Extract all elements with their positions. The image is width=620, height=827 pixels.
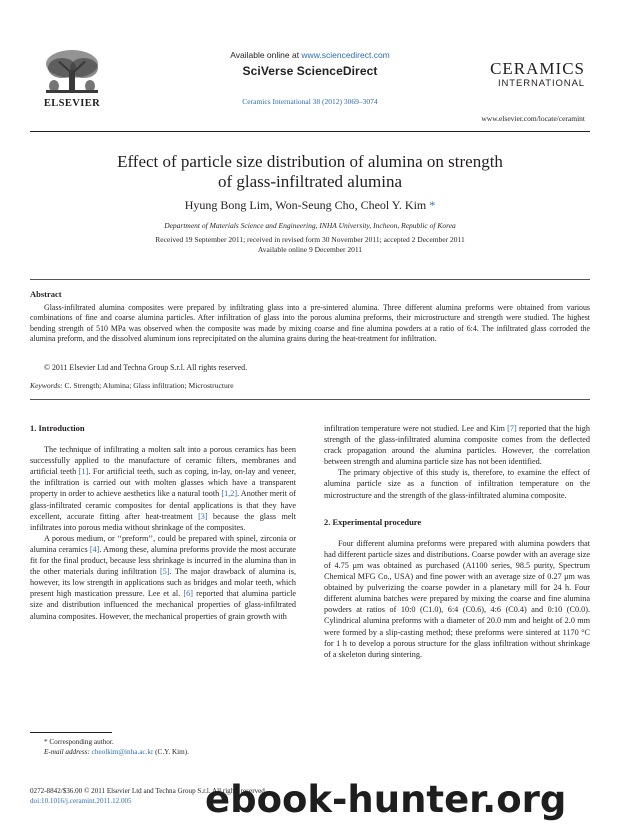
- keywords-label: Keywords:: [30, 381, 63, 390]
- article-title: [60, 152, 560, 192]
- intro-paragraph-4: The primary objective of this study is, therefore, to examine the effect of alumina particle size as a function of infiltration temperature on the microstructure and the strength of the glass-infiltrated alumina composite.: [324, 468, 590, 500]
- intro-paragraph-3: infiltration temperature were not studied. Lee and Kim [7] reported that the high strength of the glass-infiltrated alumina composite comes from the deflected crack propagation around the alumina particles. However, the correlation between strength and alumina particle size has not been identified.: [324, 424, 590, 467]
- corresponding-author-mark[interactable]: *: [426, 198, 436, 212]
- email-line: E-mail address: cheolkim@inha.ac.kr (C.Y. Kim).: [44, 748, 189, 756]
- available-prefix: Available online at: [230, 50, 302, 60]
- sciencedirect-block: [160, 48, 460, 106]
- watermark-text: ebook-hunter.org: [205, 778, 567, 821]
- footnote: [44, 737, 189, 757]
- journal-logo: [490, 60, 585, 89]
- header-divider: [30, 131, 590, 132]
- experimental-heading: 2. Experimental procedure: [324, 516, 422, 527]
- citation-link[interactable]: [1]: [78, 467, 89, 477]
- journal-header: [40, 48, 585, 128]
- title-line-1: Effect of particle size distribution of alumina on strength: [117, 152, 503, 171]
- journal-name-line1: CERAMICS: [490, 59, 585, 78]
- intro-paragraph-1: The technique of infiltrating a molten salt into a porous ceramics has been successfully applied to the manufacture of ceramic filters, membranes and artificial teeth [1]. For artificial teeth, such as coping, in-lay, on-lay and veneer, the infiltration is carried out with molten glasses which have a transparent property in order to achieve aesthetics like a natural tooth [1,2]. Another merit of glass-infiltrated ceramic composites for dental applications is that they have excellent, accurate fitting after heat-treatment [3] because the glass melt infiltrates into porous media without shrinkage of the composites.: [30, 445, 297, 532]
- received-dates: Received 19 September 2011; received in revised form 30 November 2011; accepted 2 December 2011: [155, 235, 465, 244]
- corresponding-author-note: * Corresponding author.: [44, 738, 114, 746]
- abstract-top-divider: [30, 279, 590, 280]
- publisher-name: ELSEVIER: [43, 98, 101, 109]
- citation-link[interactable]: [3]: [198, 511, 208, 521]
- intro-heading: 1. Introduction: [30, 423, 85, 433]
- author-list: [60, 198, 560, 213]
- journal-reference-link[interactable]: Ceramics International 38 (2012) 3069–3074: [242, 97, 378, 106]
- citation-link[interactable]: [5]: [160, 567, 170, 577]
- section-gap: [324, 501, 590, 517]
- doi-link[interactable]: doi:10.1016/j.ceramint.2011.12.005: [30, 796, 132, 805]
- issn-copyright: 0272-8842/$36.00 © 2011 Elsevier Ltd and Techna Group S.r.l. All rights reserved.: [30, 787, 267, 795]
- sciencedirect-link[interactable]: www.sciencedirect.com: [301, 50, 390, 60]
- platform-name: SciVerse ScienceDirect: [242, 64, 378, 78]
- footnote-divider: [30, 732, 112, 733]
- title-line-2: of glass-infiltrated alumina: [217, 172, 403, 191]
- abstract-copyright: © 2011 Elsevier Ltd and Techna Group S.r.l. All rights reserved.: [44, 363, 248, 372]
- citation-link[interactable]: [4]: [89, 544, 100, 554]
- citation-link[interactable]: [6]: [183, 589, 193, 599]
- available-online: [160, 50, 460, 60]
- intro-paragraph-2: A porous medium, or ‘‘preform’’, could be prepared with spinel, zirconia or alumina ceramics [4]. Among these, alumina preforms provide the most accurate fit for the final product, because less shrinkage is incurred in the alumina than in the other materials during infiltration [5]. The major drawback of alumina is, however, its low strength in applications such as bridges and molar teeth, which present high mastication pressure. Lee et al. [6] reported that alumina particle size and distribution influenced the mechanical properties of glass-infiltrated alumina composites. However, the mechanical properties of grain growth with: [30, 533, 296, 621]
- journal-name-line2: INTERNATIONAL: [497, 78, 585, 89]
- available-online-date: Available online 9 December 2011: [257, 245, 363, 254]
- keywords-list: C. Strength; Alumina; Glass infiltration; Microstructure: [62, 381, 234, 390]
- citation-link[interactable]: [7]: [507, 424, 517, 433]
- abstract-bottom-divider: [30, 399, 590, 400]
- email-link[interactable]: cheolkim@inha.ac.kr: [91, 748, 154, 756]
- experimental-paragraph-1: Four different alumina preforms were prepared with alumina powders that had different particle sizes and distributions. Coarse powder with an average size of 4.75 μm was obtained as purchased (A1100 series, 98.5 purity, Spectrum Chemical MFG Co., USA) and fine power with an average size of 0.27 μm was obtained by pulverizing the coarse powder in a planetary mill for 24 h. Four different alumina batches were prepared by mixing the coarse and fine alumina powders at ratios of 10:0 (C1.0), 6:4 (C0.6), 4:6 (C0.4) and 0:10 (C0.0). Cylindrical alumina preforms with a diameter of 20.0 mm and height of 2.0 mm were formed by a slip-casting method; these preforms were sintered at 1170 °C for 1 h to develop a porous structure for the glass infiltration without shrinkage of a skeleton during sintering.: [324, 538, 590, 659]
- abstract-body: Glass-infiltrated alumina composites were prepared by infiltrating glass into a pre-sintered alumina. Three different alumina preforms were obtained from various combinations of fine and coarse alumina particles. After infiltration of glass into the porous alumina preforms, their microstructure and strength were studied. The highest bending strength of 510 MPa was observed when the composite was made by mixing coarse and fine alumina powders at a ratio of 6:4. The infiltrated glass corroded the alumina preform, and the dissolved aluminum ions reprecipitated on the alumina grains during the heat-treatment for infiltration.: [30, 303, 590, 343]
- affiliation: Department of Materials Science and Engineering, INHA University, Incheon, Republic of Korea: [164, 221, 456, 230]
- journal-url[interactable]: www.elsevier.com/locate/ceramint: [481, 114, 585, 123]
- right-column: [324, 423, 590, 660]
- left-column: [30, 423, 296, 622]
- abstract-heading: Abstract: [30, 289, 62, 299]
- authors: Hyung Bong Lim, Won-Seung Cho, Cheol Y. Kim: [184, 198, 427, 212]
- keywords: [30, 381, 234, 390]
- citation-link[interactable]: [1,2]: [221, 489, 238, 499]
- article-dates: [60, 235, 560, 255]
